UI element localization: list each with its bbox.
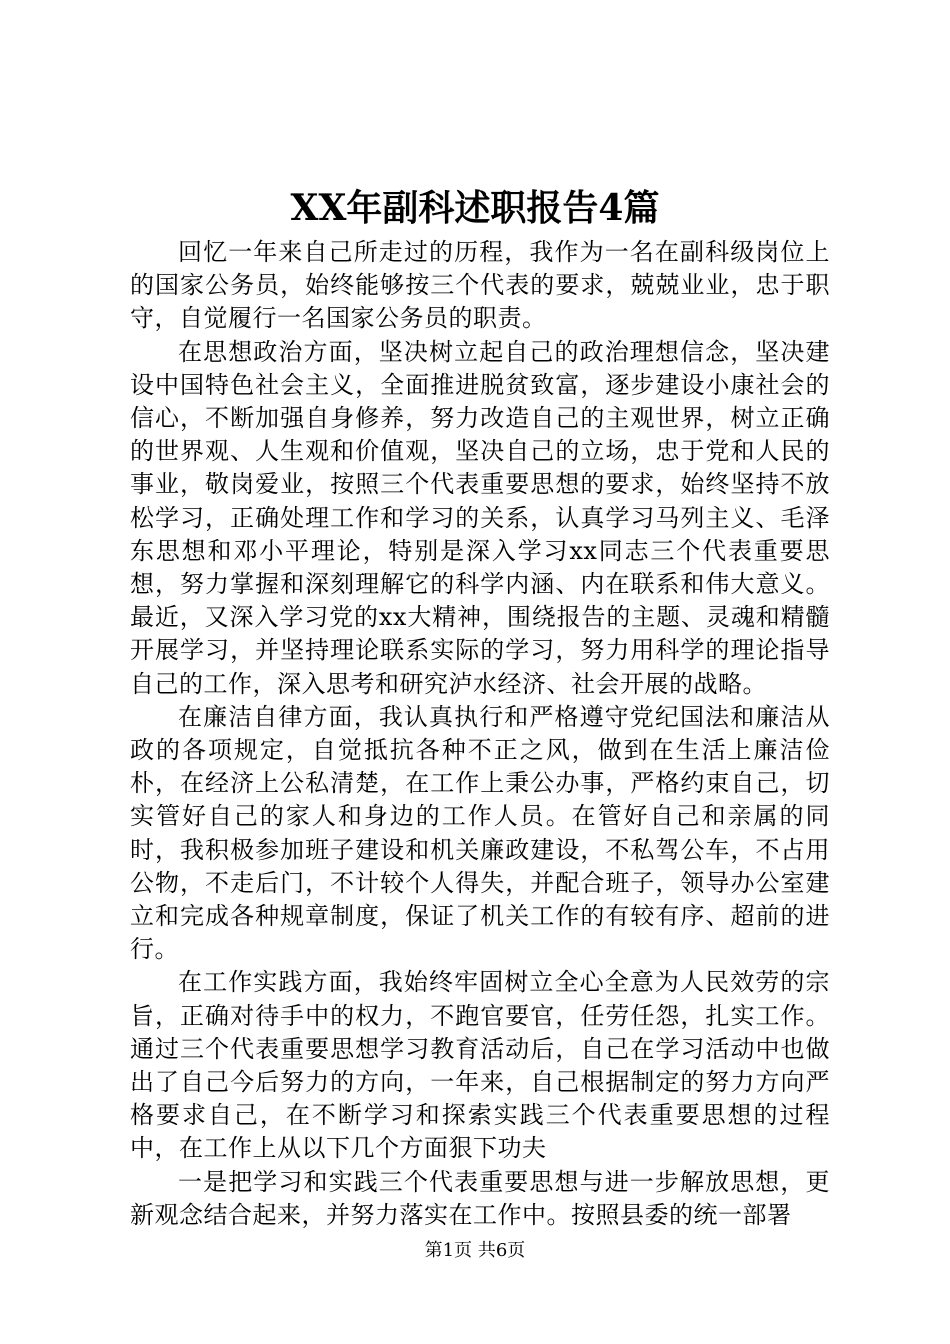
paragraph-work-practice: 在工作实践方面，我始终牢固树立全心全意为人民效劳的宗旨，正确对待手中的权力，不跑官要官，任劳任怨，扎实工作。通过三个代表重要思想学习教育活动后，自己在学习活动中也做出了自己今后努力的方向，一年来，自己根据制定的努力方向严格要求自己，在不断学习和探索实践三个代表重要思想的过程中，在工作上从以下几个方面狠下功夫: [130, 968, 830, 1163]
paragraph-integrity: 在廉洁自律方面，我认真执行和严格遵守党纪国法和廉洁从政的各项规定，自觉抵抗各种不正之风，做到在生活上廉洁俭朴，在经济上公私清楚，在工作上秉公办事，严格约束自己，切实管好自己的家人和身边的工作人员。在管好自己和亲属的同时，我积极参加班子建设和机关廉政建设，不私驾公车，不占用公物，不走后门，不计较个人得失，并配合班子，领导办公室建立和完成各种规章制度，保证了机关工作的有较有序、超前的进行。: [130, 702, 830, 964]
page-number-footer: 第1页 共6页: [424, 1240, 526, 1261]
document-body: [130, 236, 830, 1232]
paragraph-intro: 回忆一年来自己所走过的历程，我作为一名在副科级岗位上的国家公务员，始终能够按三个代表的要求，兢兢业业，忠于职守，自觉履行一名国家公务员的职责。: [130, 238, 830, 333]
paragraph-ideology: 在思想政治方面，坚决树立起自己的政治理想信念，坚决建设中国特色社会主义，全面推进脱贫致富，逐步建设小康社会的信心，不断加强自身修养，努力改造自己的主观世界，树立正确的世界观、人生观和价值观，坚决自己的立场，忠于党和人民的事业，敬岗爱业，按照三个代表重要思想的要求，始终坚持不放松学习，正确处理工作和学习的关系，认真学习马列主义、毛泽东思想和邓小平理论，特别是深入学习xx同志三个代表重要思想，努力掌握和深刻理解它的科学内涵、内在联系和伟大意义。最近，又深入学习党的xx大精神，围绕报告的主题、灵魂和精髓开展学习，并坚持理论联系实际的学习，努力用科学的理论指导自己的工作，深入思考和研究泸水经济、社会开展的战略。: [130, 337, 830, 698]
document-title: XX年副科述职报告4篇: [290, 187, 660, 229]
paragraph-point-one: 一是把学习和实践三个代表重要思想与进一步解放思想，更新观念结合起来，并努力落实在工作中。按照县委的统一部署: [130, 1167, 830, 1229]
